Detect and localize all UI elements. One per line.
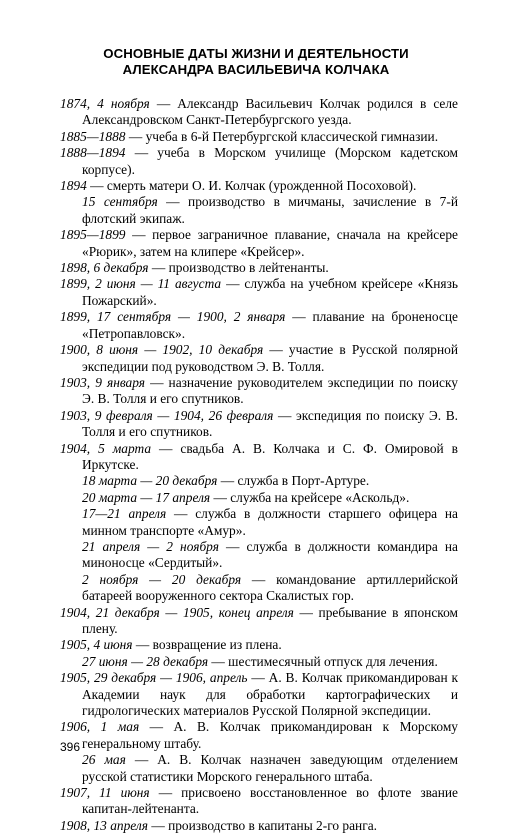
entry-text: — Александр Васильевич Колчак родился в селе Александровском Санкт-Петербургского уезда. [82, 96, 459, 128]
entry-text: — плавание на броненосце «Петропавловск». [82, 309, 458, 341]
chronology-entry [60, 408, 458, 441]
entry-date: 1908, 13 апреля [60, 817, 148, 833]
chronology-entry [60, 309, 458, 342]
entry-text: — назначение руководителем экспедиции по поиску Э. В. Толля и его спутников. [82, 374, 459, 407]
entry-date: 1906, 1 мая [60, 719, 140, 735]
entry-text: — первое заграничное плавание, сначала на крейсере «Рюрик», затем на клипере «Крейсер». [82, 227, 458, 259]
title-line-2: АЛЕКСАНДРА ВАСИЛЬЕВИЧА КОЛЧАКА [122, 62, 390, 77]
chronology-entry [60, 441, 458, 474]
entry-text: — шестимесячный отпуск для лечения. [208, 653, 438, 669]
chronology-entry [60, 178, 458, 194]
entry-text: — служба на крейсере «Аскольд». [210, 489, 410, 505]
entry-date: 21 апреля — 2 ноября [82, 538, 219, 554]
entry-text: — возвращение из плена. [132, 637, 282, 653]
entry-date: 1903, 9 февраля — 1904, 26 февраля [60, 407, 274, 423]
entry-date: 17—21 апреля [82, 506, 167, 522]
chronology-entry [60, 276, 458, 309]
entry-text: — производство в капитаны 2-го ранга. [147, 817, 377, 833]
chronology-entry [60, 539, 458, 572]
entry-date: 1903, 9 января [60, 374, 145, 390]
entry-date: 1907, 11 июня [60, 785, 150, 801]
entry-date: 1900, 8 июня — 1902, 10 декабря [60, 342, 264, 358]
entry-text: — А. В. Колчак прикомандирован к Морскому генеральному штабу. [82, 719, 458, 751]
entry-date: 26 мая [82, 752, 126, 768]
chronology-entry [60, 260, 458, 276]
chronology-entry [60, 785, 458, 818]
entry-date: 1905, 4 июня [60, 637, 133, 653]
entry-date: 1874, 4 ноября [60, 96, 150, 111]
entry-text: — учеба в Морском училище (Морском кадетском корпусе). [82, 145, 458, 177]
entry-text: — служба в должности старшего офицера на минном транспорте «Амур». [82, 506, 458, 538]
chronology-entry [60, 145, 458, 178]
chronology-entry [60, 227, 458, 260]
chronology-entry [60, 375, 458, 408]
entry-date: 20 марта — 17 апреля [82, 489, 211, 505]
entry-date: 1904, 5 марта [60, 440, 152, 456]
title-line-1: ОСНОВНЫЕ ДАТЫ ЖИЗНИ И ДЕЯТЕЛЬНОСТИ [103, 46, 409, 61]
entry-date: 1894 [60, 178, 87, 194]
entry-text: — служба в должности командира на миноносце «Сердитый». [82, 538, 458, 571]
page-title [0, 46, 512, 78]
entry-text: — командование артиллерийской батареей вооруженного сектора Скалистых гор. [82, 571, 458, 604]
entry-date: 27 июня — 28 декабря [82, 653, 209, 669]
entry-text: — свадьба А. В. Колчака и С. Ф. Омировой в Иркутске. [82, 440, 458, 472]
entry-date: 15 сентября [82, 194, 158, 210]
entry-text: — смерть матери О. И. Колчак (урожденной Посоховой). [86, 178, 417, 194]
entry-date: 1898, 6 декабря [60, 260, 149, 276]
entry-text: — производство в мичманы, зачисление в 7-й флотский экипаж. [82, 194, 458, 226]
chronology-entry [60, 96, 458, 129]
chronology-entry [60, 490, 458, 506]
entry-date: 1888—1894 [60, 145, 126, 161]
entry-text: — служба на учебном крейсере «Князь Пожарский». [82, 276, 458, 308]
entry-text: — учеба в 6-й Петербургской классической гимназии. [125, 128, 439, 144]
chronology-entry [60, 129, 458, 145]
entry-text: — служба в Порт-Артуре. [217, 473, 370, 489]
chronology-list [60, 96, 458, 834]
chronology-entry [60, 637, 458, 653]
entry-date: 18 марта — 20 декабря [82, 473, 218, 489]
entry-date: 1885—1888 [60, 128, 126, 144]
entry-text: — присвоено восстановленное во флоте звание капитан-лейтенанта. [82, 785, 458, 817]
entry-text: — участие в Русской полярной экспедиции под руководством Э. В. Толля. [82, 342, 458, 374]
page-number: 396 [60, 740, 81, 754]
entry-date: 2 ноября — 20 декабря [82, 571, 242, 587]
chronology-entry [60, 818, 458, 834]
chronology-entry [60, 572, 458, 605]
entry-date: 1904, 21 декабря — 1905, конец апреля [60, 604, 294, 620]
entry-date: 1905, 29 декабря — 1906, апрель [60, 670, 248, 686]
entry-date: 1899, 2 июня — 11 августа [60, 276, 222, 292]
entry-text: — экспедиция по поиску Э. В. Толля и его спутников. [82, 407, 458, 440]
entry-text: — А. В. Колчак назначен заведующим отделением русской статистики Морского генерального штаба. [82, 752, 458, 784]
chronology-entry [60, 473, 458, 489]
chronology-entry [60, 194, 458, 227]
chronology-entry [60, 654, 458, 670]
entry-date: 1895—1899 [60, 227, 126, 243]
chronology-entry [60, 719, 458, 752]
chronology-entry [60, 670, 458, 719]
entry-text: — производство в лейтенанты. [148, 260, 329, 276]
entry-text: — А. В. Колчак прикомандирован к Академии наук для обработки картографических и гидрологических материалов Русской Полярной экспедиции. [82, 670, 459, 719]
entry-text: — пребывание в японском плену. [82, 604, 458, 636]
chronology-entry [60, 752, 458, 785]
chronology-entry [60, 605, 458, 638]
entry-date: 1899, 17 сентября — 1900, 2 января [60, 309, 286, 325]
chronology-entry [60, 342, 458, 375]
chronology-entry [60, 506, 458, 539]
